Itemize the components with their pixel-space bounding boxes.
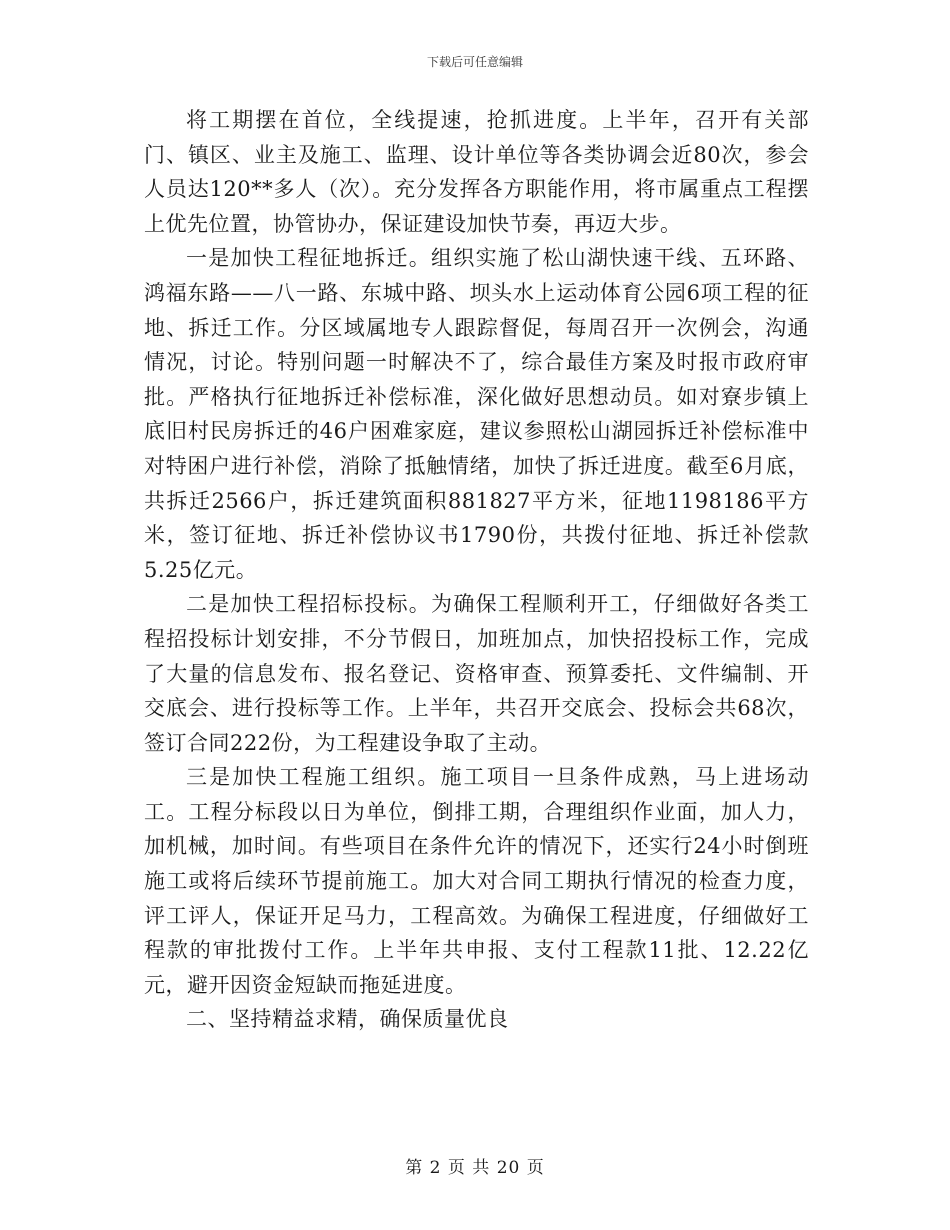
section-heading-quality: 二、坚持精益求精，确保质量优良 (186, 1007, 509, 1032)
paragraph-construction: 三是加快工程施工组织。施工项目一旦条件成熟，马上进场动工。工程分标段以日为单位，倒排工期，合理组织作业面，加人力，加机械，加时间。有些项目在条件允许的情况下，还实行24小时倒班施工或将后续环节提前施工。加大对合同工期执行情况的检查力度，评工评人，保证开足马力，工程高效。为确保工程进度，仔细做好工程款的审批拨付工作。上半年共申报、支付工程款11批、12.22亿元，避开因资金短缺而拖延进度。 (144, 765, 809, 997)
header-note: 下载后可任意编辑 (426, 55, 523, 69)
document-body (144, 103, 809, 1037)
paragraph-land-acquisition: 一是加快工程征地拆迁。组织实施了松山湖快速干线、五环路、鸿福东路——八一路、东城中路、坝头水上运动体育公园6项工程的征地、拆迁工作。分区域属地专人跟踪督促，每周召开一次例会，沟通情况，讨论。特别问题一时解决不了，综合最佳方案及时报市政府审批。严格执行征地拆迁补偿标准，深化做好思想动员。如对寮步镇上底旧村民房拆迁的46户困难家庭，建议参照松山湖园拆迁补偿标准中对特困户进行补偿，消除了抵触情绪，加快了拆迁进度。截至6月底，共拆迁2566户，拆迁建筑面积881827平方米，征地1198186平方米，签订征地、拆迁补偿协议书1790份，共拨付征地、拆迁补偿款5.25亿元。 (144, 246, 809, 582)
page-number: 第 2 页 共 20 页 (405, 1158, 545, 1178)
paragraph-schedule-priority: 将工期摆在首位，全线提速，抢抓进度。上半年，召开有关部门、镇区、业主及施工、监理、设计单位等各类协调会近80次，参会人员达120**多人（次）。充分发挥各方职能作用，将市属重点工程摆上优先位置，协管协办，保证建设加快节奏，再迈大步。 (144, 108, 809, 236)
paragraph-bidding: 二是加快工程招标投标。为确保工程顺利开工，仔细做好各类工程招投标计划安排，不分节假日，加班加点，加快招投标工作，完成了大量的信息发布、报名登记、资格审查、预算委托、文件编制、开交底会、进行投标等工作。上半年，共召开交底会、投标会共68次，签订合同222份，为工程建设争取了主动。 (144, 592, 809, 755)
